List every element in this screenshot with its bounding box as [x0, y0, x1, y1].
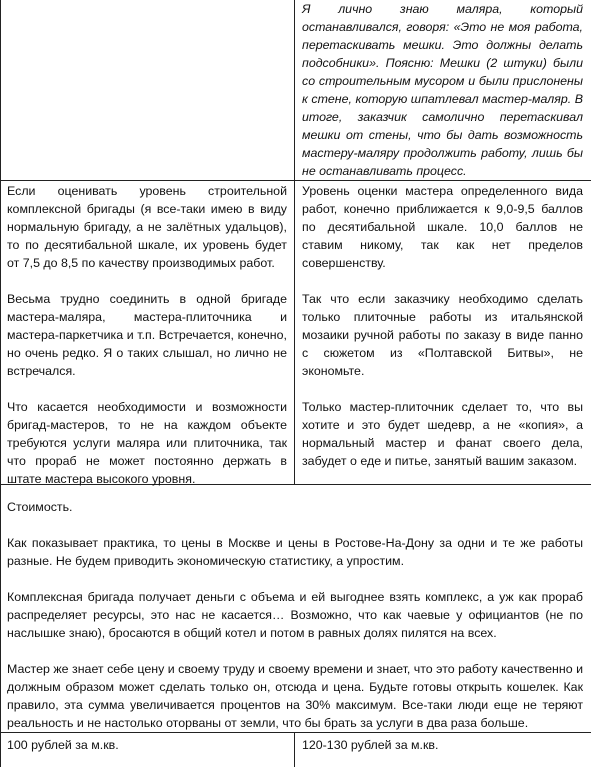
brigade-paragraph-2: Весьма трудно соединить в одной бригаде мастера-маляра, мастера-плиточника и мастера-паркетчика и т.п. Встречается, конечно, но очень редко. Я о таких слышал, но лично не встречался. [7, 292, 287, 378]
master-paragraph-1: Уровень оценки мастера определенного вида работ, конечно приближается к 9,0-9,5 баллов по десятибальной шкале. 10,0 баллов не ставим никому, так как нет пределов совершенству. [302, 184, 583, 270]
row2-right-cell [302, 182, 583, 470]
row3-cost-cell [7, 498, 583, 732]
price-master: 120-130 рублей за м.кв. [302, 738, 439, 752]
anecdote-paragraph: Я лично знаю маляра, который останавливался, говоря: «Это не моя работа, перетаскивать мешки. Это должны делать подсобники». Поясню: Мешки (2 штуки) были со строительным мусором и были прислонены к стене, которую шпатлевал мастер-маляр. В итоге, заказчик самолично перетаскивал мешки от стены, что бы дать возможность мастеру-маляру продолжить работу, лишь бы не останавливать процесс. [302, 2, 583, 178]
price-master-cell [302, 736, 583, 754]
cost-paragraph-1: Как показывает практика, то цены в Москве и цены в Ростове-На-Дону за одни и те же работы разные. Не будем приводить экономическую статистику, а упростим. [7, 536, 583, 568]
brigade-paragraph-1: Если оценивать уровень строительной комплексной бригады (я все-таки имею в виду нормальную бригаду, а не залётных удальцов), то по десятибальной шкале, их уровень будет от 7,5 до 8,5 по качеству производимых работ. [7, 184, 287, 270]
master-paragraph-2: Так что если заказчику необходимо сделать только плиточные работы из итальянской мозаики ручной работы по заказу в виде панно с сюжетом из «Полтавской Битвы», не экономьте. [302, 292, 583, 378]
row2-left-cell [7, 182, 287, 488]
cost-paragraph-3: Мастер же знает себе цену и своему труду и своему времени и знает, что это работу качественно и должным образом может сделать только он, отсюда и цена. Будьте готовы открыть кошелек. Как правило, эта сумма увеличивается процентов на 30% максимум. Все-таки люди еще не теряют реальность и не настолько оторваны от земли, что бы брать за услуги в два раза больше. [7, 662, 583, 730]
row1-right-cell [302, 0, 583, 180]
row1-left-cell [1, 0, 294, 180]
price-brigade: 100 рублей за м.кв. [7, 738, 119, 752]
column-divider [294, 0, 295, 484]
row-divider [0, 732, 591, 733]
price-brigade-cell [7, 736, 287, 754]
row-divider [0, 180, 591, 181]
master-paragraph-3: Только мастер-плиточник сделает то, что вы хотите и это будет шедевр, а не «копия», а нормальный мастер и фанат своего дела, забудет о еде и питье, занятый вашим заказом. [302, 400, 583, 468]
brigade-paragraph-3: Что касается необходимости и возможности бригад-мастеров, то не на каждом объекте требуются услуги маляра или плиточника, так что прораб не может постоянно держать в штате мастера высокого уровня. [7, 400, 287, 486]
column-divider [294, 732, 295, 767]
cost-paragraph-2: Комплексная бригада получает деньги с объема и ей выгоднее взять комплекс, а уж как прораб распределяет ресурсы, это нас не касается… Возможно, что как чаевые у официантов (не по наслышке знаю), бросаются в общий котел и потом в равных долях пилятся на всех. [7, 590, 583, 640]
cost-title: Стоимость. [7, 500, 73, 514]
